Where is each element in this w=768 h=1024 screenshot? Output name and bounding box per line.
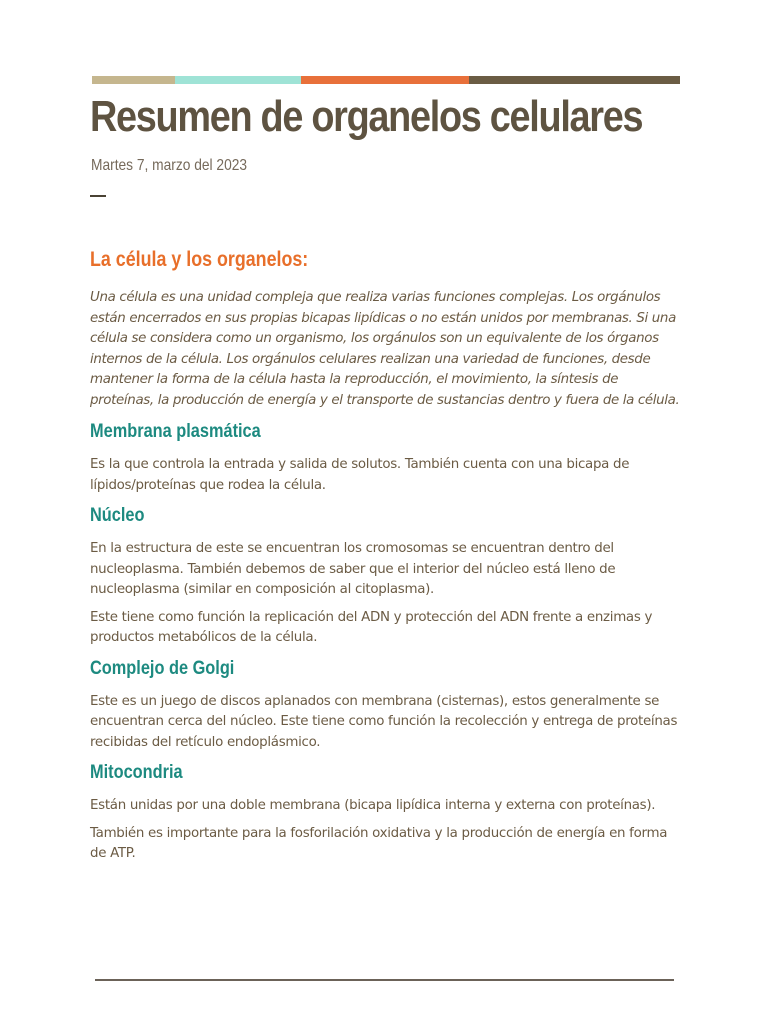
paragraph-membrana-plasmatica: Es la que controla la entrada y salida de solutos. También cuenta con una bicapa de lípidos/proteínas que rodea la célula. xyxy=(90,457,630,493)
paragraph-mitocondria-1: Están unidas por una doble membrana (bicapa lipídica interna y externa con proteínas). xyxy=(90,798,656,813)
color-bar-segment-tan xyxy=(92,76,175,84)
heading-complejo-de-golgi: Complejo de Golgi xyxy=(90,657,235,679)
paragraph-complejo-de-golgi: Este es un juego de discos aplanados con membrana (cisternas), estos generalmente se encuentran cerca del núcleo. Este tiene como función la recolección y entrega de proteínas recibidas del retículo endoplásmico. xyxy=(90,693,678,750)
document-date: Martes 7, marzo del 2023 xyxy=(91,157,248,174)
footer-divider xyxy=(95,979,674,981)
paragraph-nucleo-1: En la estructura de este se encuentran los cromosomas se encuentran dentro del nucleoplasma. También debemos de saber que el interior del núcleo está lleno de nucleoplasma (similar en composición al citoplasma). xyxy=(90,541,616,597)
title-dash-divider xyxy=(90,195,106,197)
color-bar-segment-aqua xyxy=(175,76,301,84)
section-heading: La célula y los organelos: xyxy=(90,248,309,271)
intro-paragraph: Una célula es una unidad compleja que realiza varias funciones complejas. Los orgánulos están encerrados en sus propias bicapas lipídicas o no están unidos por membranas. Si una célula se considera como un organismo, los orgánulos son un equivalente de los órganos internos de la célula. Los orgánulos celulares realizan una variedad de funciones, desde mantener la forma de la célula hasta la reproducción, el movimiento, la síntesis de proteínas, la producción de energía y el transporte de sustancias dentro y fuera de la célula. xyxy=(90,290,680,408)
color-bar-segment-orange xyxy=(301,76,469,84)
paragraph-nucleo-2: Este tiene como función la replicación del ADN y protección del ADN frente a enzimas y productos metabólicos de la célula. xyxy=(90,609,653,645)
color-bar-segment-brown xyxy=(469,76,680,84)
heading-membrana-plasmatica: Membrana plasmática xyxy=(90,421,261,442)
paragraph-mitocondria-2: También es importante para la fosforilación oxidativa y la producción de energía en forma de ATP. xyxy=(90,825,668,861)
document-title: Resumen de organelos celulares xyxy=(90,92,643,141)
header-color-bar xyxy=(92,76,680,84)
heading-nucleo: Núcleo xyxy=(90,505,145,526)
heading-mitocondria: Mitocondria xyxy=(90,762,183,783)
document-body xyxy=(90,248,680,872)
